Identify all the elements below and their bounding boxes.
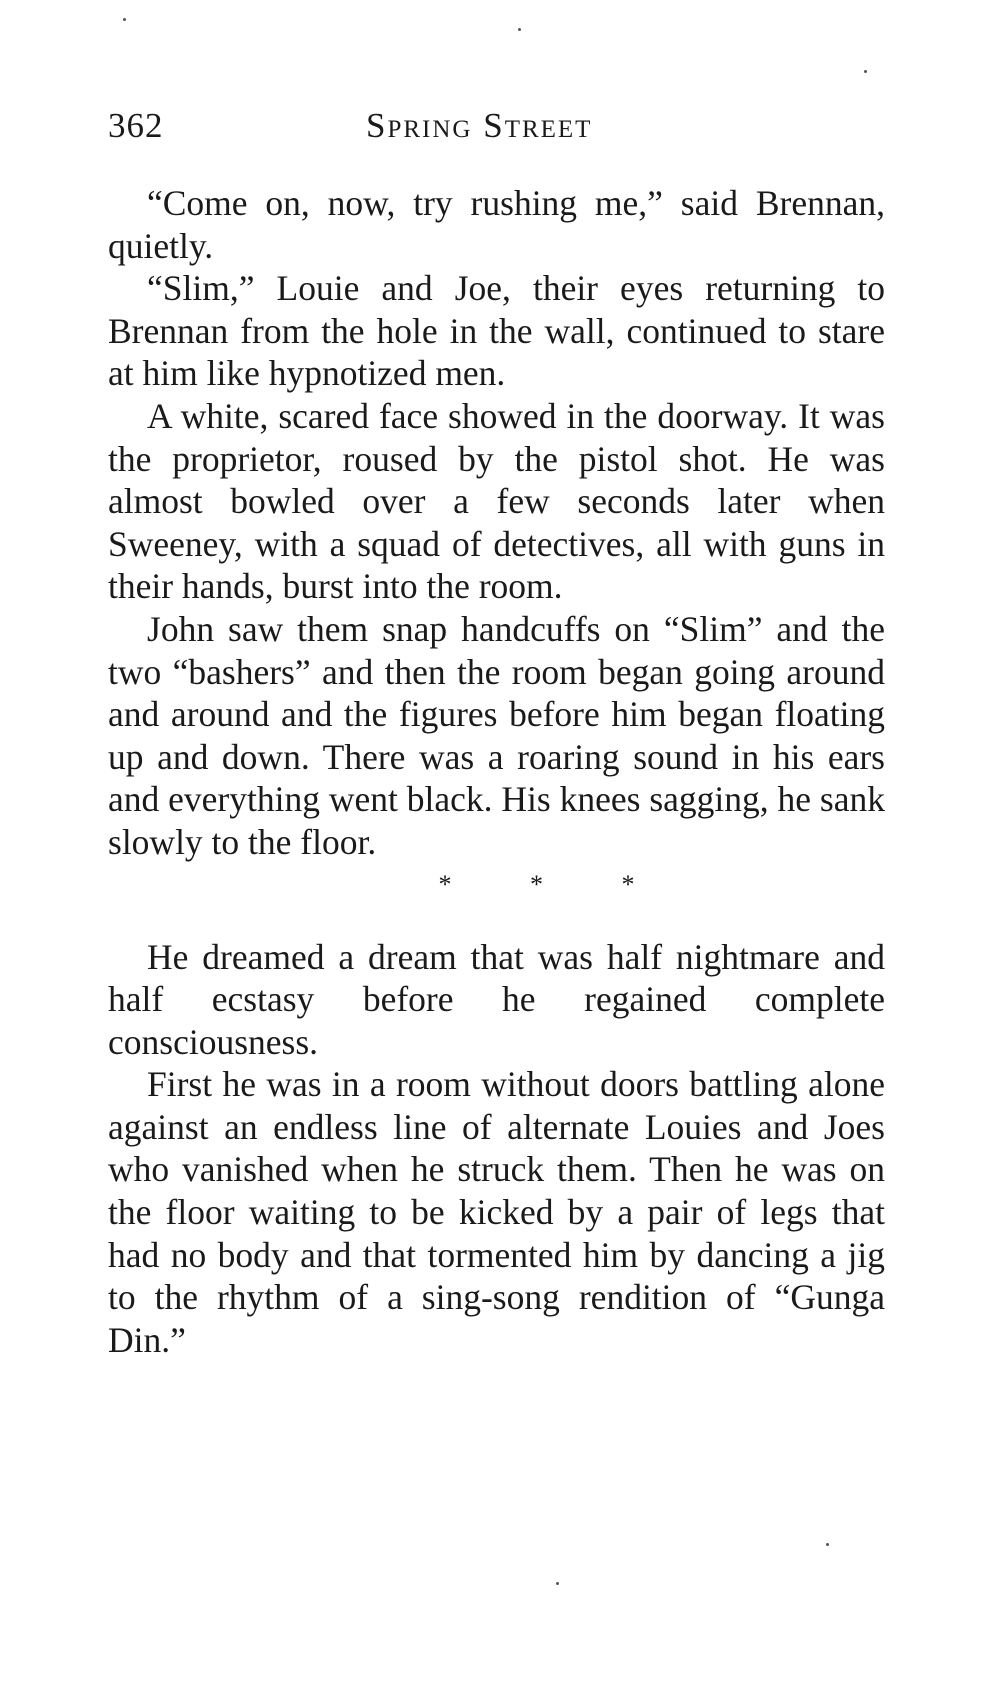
paragraph: “Come on, now, try rushing me,” said Brennan, quietly.	[108, 183, 885, 266]
paragraph: John saw them snap handcuffs on “Slim” and the two “bashers” and then the room began going around and around and the figures before him began floating up and down. There was a roaring sound in his ears and everything went black. His knees sagging, he sank slowly to the floor.	[108, 608, 885, 862]
page-header	[108, 106, 908, 150]
page-number: 362	[108, 106, 164, 145]
section-separator: * * *	[438, 869, 671, 899]
paragraph: He dreamed a dream that was half nightmare and half ecstasy before he regained complete consciousness.	[108, 936, 885, 1062]
paragraph: “Slim,” Louie and Joe, their eyes returning to Brennan from the hole in the wall, continued to stare at him like hypnotized men.	[108, 268, 885, 394]
paper-speck	[826, 1543, 829, 1546]
body-text	[108, 182, 885, 1361]
paper-speck	[864, 70, 867, 73]
paper-speck	[556, 1582, 559, 1585]
paper-speck	[518, 28, 521, 31]
paragraph: First he was in a room without doors battling alone against an endless line of alternate Louies and Joes who vanished when he struck them. Then he was on the floor waiting to be kicked by a pair of legs that had no body and that tormented him by dancing a jig to the rhythm of a sing-song rendition of “Gunga Din.”	[108, 1064, 885, 1360]
paper-speck	[123, 18, 126, 21]
paragraph: A white, scared face showed in the doorway. It was the proprietor, roused by the pistol shot. He was almost bowled over a few seconds later when Sweeney, with a squad of detectives, all with guns in their hands, burst into the room.	[108, 395, 885, 607]
running-head: Spring Street	[366, 106, 593, 145]
